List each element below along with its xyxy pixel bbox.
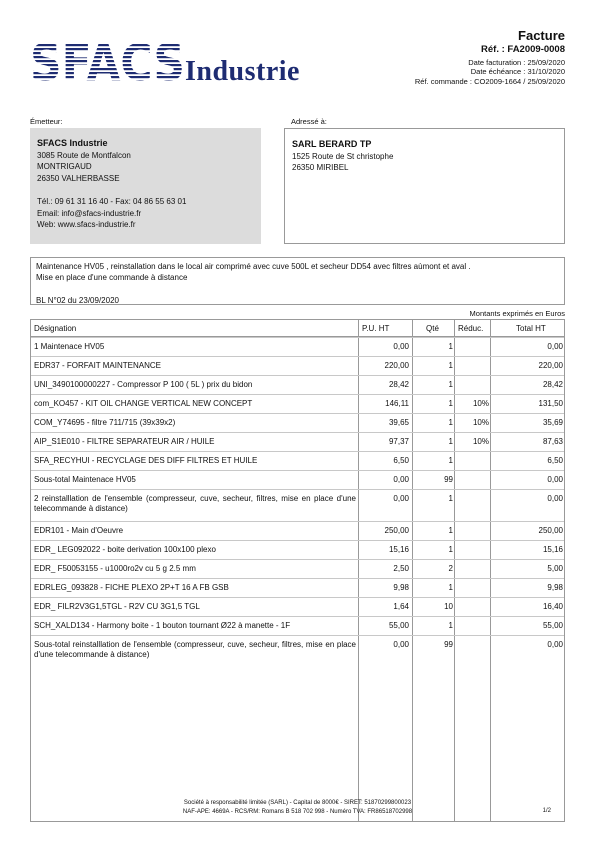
row-pu: 39,65 [388,418,409,427]
logo-suffix: Industrie [185,56,300,87]
row-qte: 1 [448,494,453,503]
emitter-web: Web: www.sfacs-industrie.fr [37,220,136,229]
emitter-email: Email: info@sfacs-industrie.fr [37,208,142,218]
client-address1: 1525 Route de St christophe [292,151,394,161]
header-total: Total HT [516,324,546,333]
emitter-box [30,128,261,244]
invoice-ref: Réf. : FA2009-0008 [481,44,565,55]
table-row [31,413,564,432]
row-pu: 220,00 [384,361,409,370]
client-label: Adressé à: [291,117,327,126]
row-qte: 10 [444,602,453,611]
row-designation: COM_Y74695 - filtre 711/715 (39x39x2) [34,418,176,427]
table-row [31,337,564,356]
due-date: Date échéance : 31/10/2020 [470,67,565,76]
row-designation: EDRLEG_093828 - FICHE PLEXO 2P+T 16 A FB GSB [34,583,229,592]
row-qte: 1 [448,418,453,427]
svg-text:SFACS: SFACS [30,36,185,86]
header-pu: P.U. HT [362,324,390,333]
row-total: 16,40 [542,602,563,611]
sfacs-logo-mark [30,36,190,86]
row-qte: 1 [448,621,453,630]
row-total: 6,50 [547,456,563,465]
row-pu: 6,50 [393,456,409,465]
header-reduc: Réduc. [458,324,484,333]
table-row [31,451,564,470]
row-total: 55,00 [542,621,563,630]
table-row [31,635,564,667]
row-total: 15,16 [542,545,563,554]
row-pu: 9,98 [393,583,409,592]
row-qte: 1 [448,526,453,535]
row-total: 35,69 [542,418,563,427]
table-row [31,616,564,635]
client-address2: 26350 MIRIBEL [292,163,349,172]
description-line2: Mise en place d'une commande à distance [36,272,188,282]
row-designation: EDR_ LEG092022 - boite derivation 100x100 plexo [34,545,216,554]
row-pu: 0,00 [393,342,409,351]
page-number: 1/2 [542,808,551,814]
row-designation: SCH_XALD134 - Harmony boite - 1 bouton tournant Ø22 à manette - 1F [34,621,291,630]
row-qte: 99 [444,475,453,484]
row-designation: SFA_RECYHUI - RECYCLAGE DES DIFF FILTRES ET HUILE [34,456,258,465]
row-pu: 0,00 [393,494,409,503]
row-pu: 146,11 [385,399,409,408]
row-designation: com_KO457 - KIT OIL CHANGE VERTICAL NEW CONCEPT [34,399,253,408]
table-row [31,356,564,375]
row-total: 0,00 [547,494,563,503]
row-total: 87,63 [542,437,563,446]
row-total: 131,50 [538,399,563,408]
table-row [31,597,564,616]
row-pu: 28,42 [388,380,409,389]
row-qte: 1 [448,399,453,408]
row-designation: AIP_S1E010 - FILTRE SEPARATEUR AIR / HUILE [34,437,215,446]
currency-note: Montants exprimés en Euros [469,309,565,318]
description-line1: Maintenance HV05 , reinstallation dans le local air comprimé avec cuve 500L et secheur DD54 avec filtres aùmont et aval . [36,262,471,271]
row-designation: EDR_ FILR2V3G1,5TGL - R2V CU 3G1,5 TGL [34,602,200,611]
footer-legal-line2: NAF-APE: 4669A - RCS/RM: Romans B 518 702 998 - Numéro TVA: FR86518702998 [182,809,413,815]
row-total: 5,00 [547,564,563,573]
row-reduc: 10% [472,418,489,427]
client-box [284,128,565,244]
invoice-date: Date facturation : 25/09/2020 [468,58,565,67]
row-total: 0,00 [547,640,563,649]
footer-legal-line1: Société à responsabilité limitée (SARL) - Capital de 8000€ - SIRET: 51870299800023 [183,800,412,806]
emitter-label: Émetteur: [30,117,63,126]
company-logo [30,36,320,86]
table-row [31,578,564,597]
document-title: Facture [518,28,565,43]
row-qte: 2 [448,564,453,573]
row-qte: 99 [444,640,453,649]
row-designation: Sous-total reinstalllation de l'ensemble (compresseur, cuve, secheur, filtres, mise en place d'une telecommande à distance) [34,640,356,659]
table-row [31,489,564,521]
row-pu: 0,00 [393,475,409,484]
row-total: 250,00 [538,526,563,535]
row-total: 9,98 [547,583,563,592]
delivery-note: BL N°02 du 23/09/2020 [36,296,119,305]
row-qte: 1 [448,380,453,389]
row-total: 28,42 [542,380,563,389]
table-row [31,375,564,394]
table-row [31,521,564,540]
row-designation: Sous-total Maintenace HV05 [34,475,136,484]
row-pu: 97,37 [388,437,409,446]
row-pu: 55,00 [388,621,409,630]
emitter-address3: 26350 VALHERBASSE [37,173,120,183]
header-designation: Désignation [34,324,77,333]
description-box [30,257,565,305]
row-pu: 250,00 [384,526,409,535]
row-designation: EDR_ F50053155 - u1000ro2v cu 5 g 2.5 mm [34,564,196,573]
row-reduc: 10% [472,437,489,446]
table-row [31,394,564,413]
row-qte: 1 [448,361,453,370]
emitter-phone: Tél.: 09 61 31 16 40 - Fax: 04 86 55 63 01 [37,197,187,206]
row-qte: 1 [448,583,453,592]
emitter-address1: 3085 Route de Montfalcon [37,150,131,160]
emitter-name: SFACS Industrie [37,138,108,148]
row-qte: 1 [448,342,453,351]
row-designation: 2 reinstalllation de l'ensemble (compresseur, cuve, secheur, filtres, mise en place d'une telecommande à distance) [34,494,356,513]
header-qte: Qté [426,324,439,333]
row-designation: 1 Maintenace HV05 [34,342,105,351]
row-reduc: 10% [472,399,489,408]
row-pu: 1,64 [393,602,409,611]
table-row [31,540,564,559]
row-total: 0,00 [547,342,563,351]
table-row [31,559,564,578]
row-total: 220,00 [538,361,563,370]
row-qte: 1 [448,545,453,554]
row-qte: 1 [448,437,453,446]
row-total: 0,00 [547,475,563,484]
row-designation: UNI_3490100000227 - Compressor P 100 ( 5L ) prix du bidon [34,380,253,389]
row-pu: 15,16 [388,545,409,554]
table-row [31,432,564,451]
row-qte: 1 [448,456,453,465]
client-name: SARL BERARD TP [292,139,372,149]
table-row [31,470,564,489]
order-ref: Réf. commande : CO2009-1664 / 25/09/2020 [414,77,565,86]
row-pu: 0,00 [393,640,409,649]
row-pu: 2,50 [393,564,409,573]
invoice-table [30,319,565,822]
row-designation: EDR101 - Main d'Oeuvre [34,526,124,535]
row-designation: EDR37 - FORFAIT MAINTENANCE [34,361,161,370]
emitter-address2: MONTRIGAUD [37,162,92,171]
